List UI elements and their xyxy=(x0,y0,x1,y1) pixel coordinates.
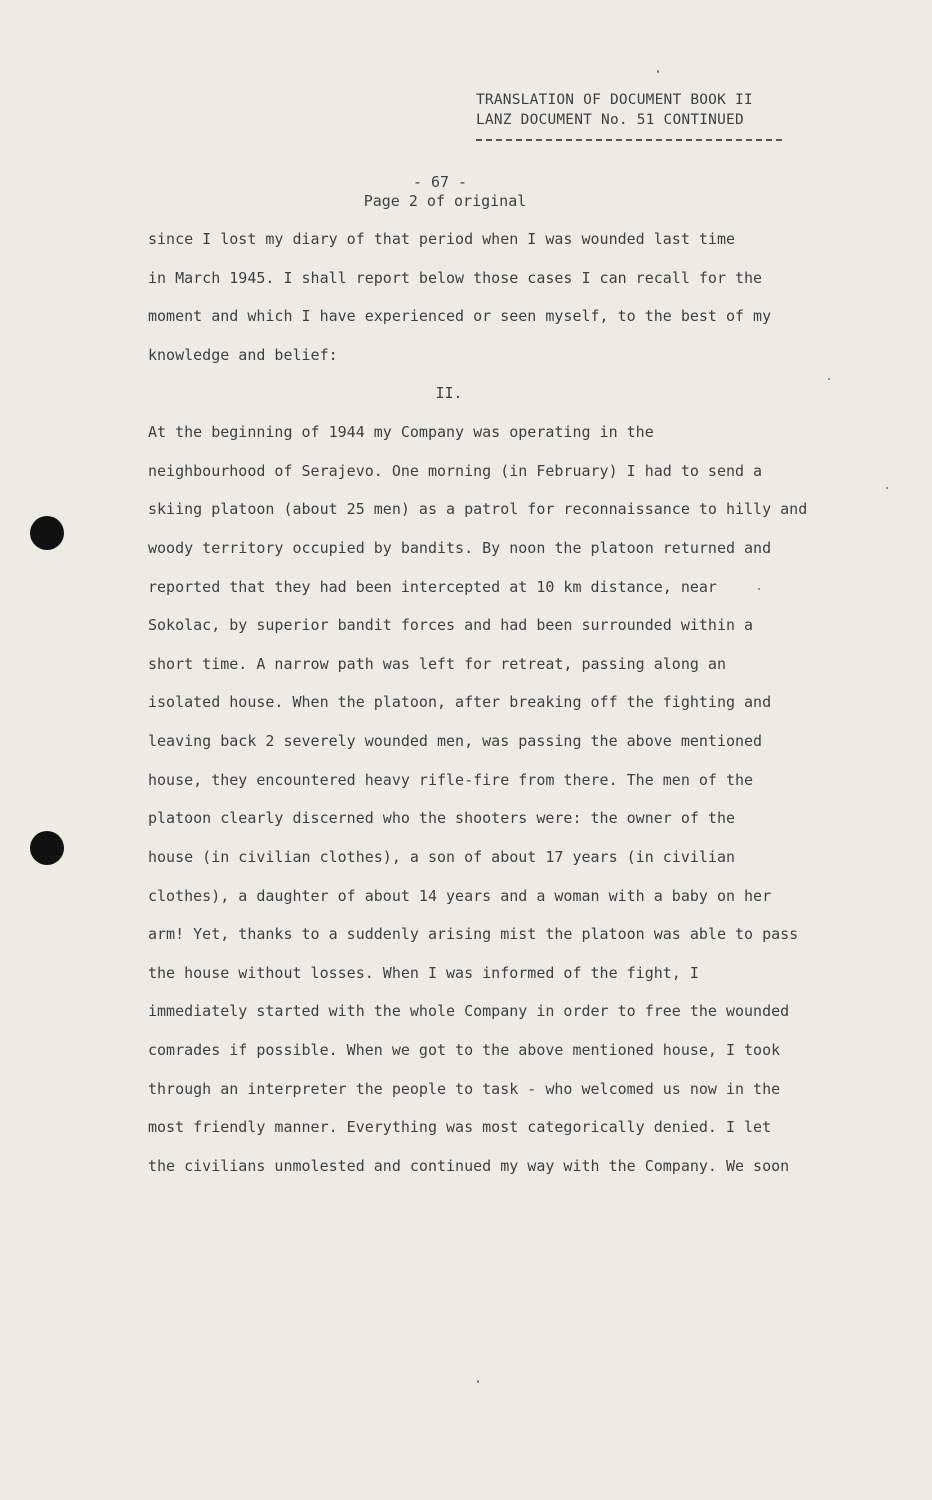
text-line: reported that they had been intercepted at 10 km distance, near xyxy=(148,578,717,596)
text-line: At the beginning of 1944 my Company was operating in the xyxy=(148,423,654,441)
text-line: woody territory occupied by bandits. By noon the platoon returned and xyxy=(148,539,772,557)
text-line: house (in civilian clothes), a son of about 17 years (in civilian xyxy=(148,848,735,866)
text-line: arm! Yet, thanks to a suddenly arising mist the platoon was able to pass xyxy=(148,925,799,943)
text-line: platoon clearly discerned who the shooters were: the owner of the xyxy=(148,809,735,827)
paper-speck xyxy=(657,70,659,73)
text-line: neighbourhood of Serajevo. One morning (in February) I had to send a xyxy=(148,462,763,480)
text-line: leaving back 2 severely wounded men, was passing the above mentioned xyxy=(148,732,763,750)
paper-speck xyxy=(886,487,888,489)
page-of-original: Page 2 of original xyxy=(363,192,527,210)
punch-hole-upper xyxy=(30,516,64,550)
text-line: moment and which I have experienced or seen myself, to the best of my xyxy=(148,307,772,325)
page-number: - 67 - xyxy=(412,173,468,191)
text-line: comrades if possible. When we got to the above mentioned house, I took xyxy=(148,1041,781,1059)
paper-speck xyxy=(828,378,830,380)
paper-speck xyxy=(477,1380,479,1383)
punch-hole-lower xyxy=(30,831,64,865)
text-line: the house without losses. When I was informed of the fight, I xyxy=(148,964,699,982)
paper-speck xyxy=(758,588,760,590)
header-line-1: TRANSLATION OF DOCUMENT BOOK II xyxy=(476,92,753,108)
text-line: house, they encountered heavy rifle-fire from there. The men of the xyxy=(148,771,754,789)
text-line: clothes), a daughter of about 14 years and a woman with a baby on her xyxy=(148,887,772,905)
text-line: short time. A narrow path was left for retreat, passing along an xyxy=(148,655,726,673)
text-line: the civilians unmolested and continued my way with the Company. We soon xyxy=(148,1157,790,1175)
text-line: in March 1945. I shall report below those cases I can recall for the xyxy=(148,269,763,287)
text-line: knowledge and belief: xyxy=(148,346,338,364)
header-line-2: LANZ DOCUMENT No. 51 CONTINUED xyxy=(476,112,744,128)
section-heading: II. xyxy=(435,384,463,402)
text-line: most friendly manner. Everything was most categorically denied. I let xyxy=(148,1118,772,1136)
text-line: Sokolac, by superior bandit forces and had been surrounded within a xyxy=(148,616,754,634)
document-header xyxy=(476,90,753,130)
text-line: immediately started with the whole Company in order to free the wounded xyxy=(148,1002,790,1020)
text-line: through an interpreter the people to task - who welcomed us now in the xyxy=(148,1080,781,1098)
text-line: since I lost my diary of that period when I was wounded last time xyxy=(148,230,735,248)
text-line: skiing platoon (about 25 men) as a patrol for reconnaissance to hilly and xyxy=(148,500,808,518)
header-underline xyxy=(476,139,782,141)
text-line: isolated house. When the platoon, after breaking off the fighting and xyxy=(148,693,772,711)
